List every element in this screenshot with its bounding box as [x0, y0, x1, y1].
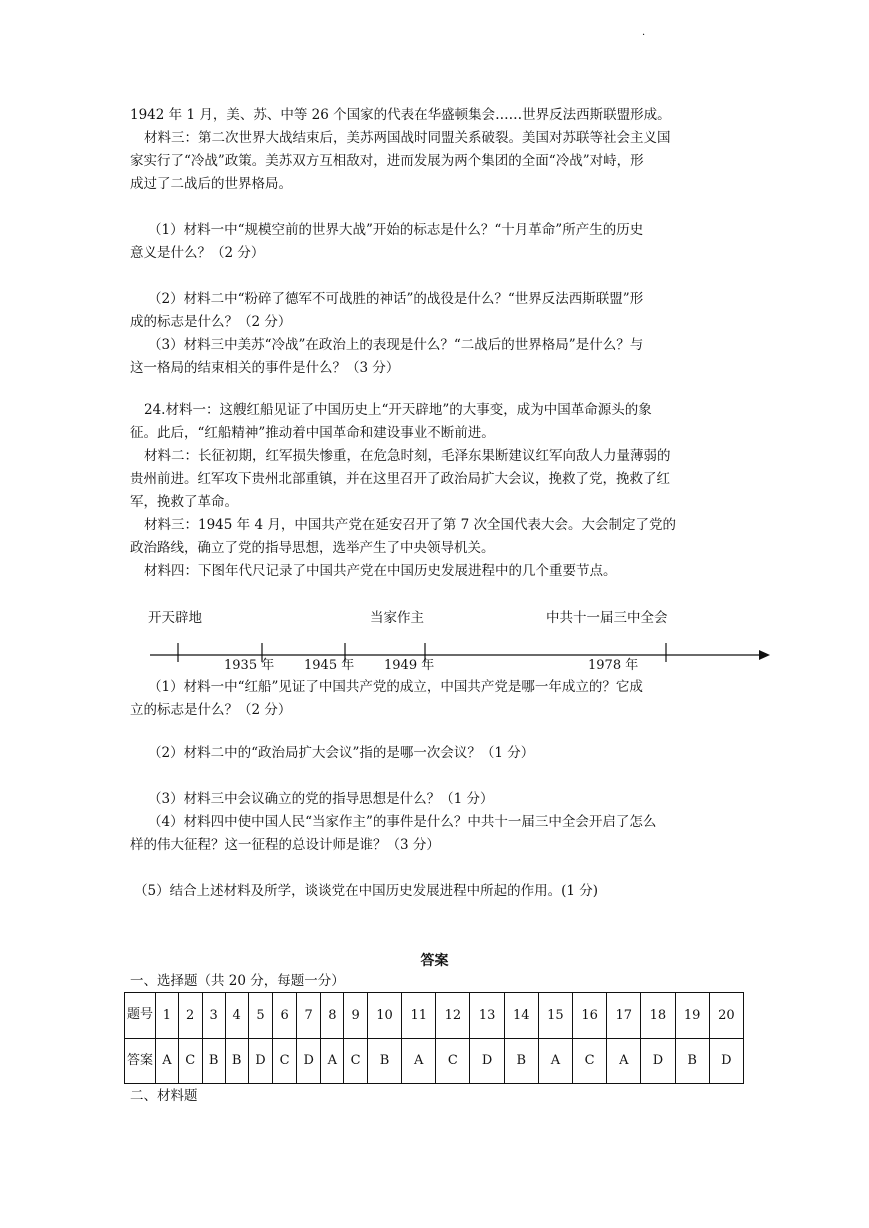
material-line: 军，挽救了革命。 [130, 494, 238, 510]
answer-cell: B [675, 1038, 709, 1084]
question-number: 12 [436, 993, 470, 1039]
question-number: 5 [248, 993, 272, 1039]
answer-cell: C [436, 1038, 470, 1084]
question-number: 9 [344, 993, 368, 1039]
question-number: 1 [156, 993, 179, 1039]
timeline-year: 1945 年 [304, 658, 355, 673]
answer-cell: D [641, 1038, 675, 1084]
question-number: 2 [178, 993, 202, 1039]
answer-cell: A [156, 1038, 179, 1084]
table-row [125, 993, 744, 1039]
table-row [125, 1038, 744, 1084]
question-line: （4）材料四中使中国人民“当家作主”的事件是什么？中共十一届三中全会开启了怎么 [148, 814, 657, 830]
answer-cell: B [225, 1038, 248, 1084]
answer-cell: C [344, 1038, 368, 1084]
question-number: 4 [225, 993, 248, 1039]
question-number: 7 [296, 993, 320, 1039]
text-line: 材料三：第二次世界大战结束后，美苏两国战时同盟关系破裂。美国对苏联等社会主义国 [144, 130, 671, 146]
answer-cell: A [402, 1038, 436, 1084]
section-heading: 一、选择题（共 20 分，每题一分） [130, 973, 345, 989]
question-number: 13 [470, 993, 504, 1039]
material-line: 材料三：1945 年 4 月，中国共产党在延安召开了第 7 次全国代表大会。大会制定了党的 [144, 517, 676, 533]
answer-cell: C [273, 1038, 297, 1084]
text-line: 成过了二战后的世界格局。 [130, 176, 292, 192]
text-line: 家实行了“冷战”政策。美苏双方互相敌对，进而发展为两个集团的全面“冷战”对峙，形 [130, 153, 644, 169]
question-line: （3）材料三中美苏“冷战”在政治上的表现是什么？“二战后的世界格局”是什么？与 [148, 337, 644, 353]
answer-title: 答案 [420, 953, 449, 969]
timeline-label: 开天辟地 [148, 610, 202, 626]
timeline-year: 1978 年 [588, 658, 639, 673]
timeline-label: 中共十一届三中全会 [546, 610, 668, 626]
question-number: 19 [675, 993, 709, 1039]
answer-cell: D [296, 1038, 320, 1084]
corner-dot: · [642, 30, 646, 41]
question-number: 16 [573, 993, 607, 1039]
question-line: 样的伟大征程？这一征程的总设计师是谁？（3 分） [130, 837, 440, 853]
material-line: 征。此后，“红船精神”推动着中国革命和建设事业不断前进。 [130, 425, 495, 441]
timeline-year: 1949 年 [384, 658, 435, 673]
row-header: 答案 [125, 1038, 156, 1084]
answer-cell: A [321, 1038, 344, 1084]
question-line: （3）材料三中会议确立的党的指导思想是什么？（1 分） [148, 791, 494, 807]
material-line: 材料二：长征初期，红军损失惨重，在危急时刻，毛泽东果断建议红军向敌人力量薄弱的 [144, 448, 671, 464]
question-line: （2）材料二中的“政治局扩大会议”指的是哪一次会议？（1 分） [148, 745, 535, 761]
question-line: （1）材料一中“规模空前的世界大战”开始的标志是什么？“十月革命”所产生的历史 [148, 222, 644, 238]
question-line: （2）材料二中“粉碎了德军不可战胜的神话”的战役是什么？“世界反法西斯联盟”形 [148, 291, 644, 307]
question-line: 成的标志是什么？（2 分） [130, 314, 292, 330]
answer-table [124, 992, 744, 1084]
section-heading: 二、材料题 [130, 1088, 198, 1104]
question-number: 14 [504, 993, 538, 1039]
answer-cell: C [573, 1038, 607, 1084]
answer-cell: B [367, 1038, 401, 1084]
question-number: 17 [607, 993, 641, 1039]
answer-cell: A [607, 1038, 641, 1084]
timeline-label: 当家作主 [370, 610, 424, 626]
material-line: 24.材料一：这艘红船见证了中国历史上“开天辟地”的大事变，成为中国革命源头的象 [144, 402, 652, 418]
question-number: 20 [709, 993, 743, 1039]
answer-cell: B [202, 1038, 225, 1084]
material-line: 材料四：下图年代尺记录了中国共产党在中国历史发展进程中的几个重要节点。 [144, 563, 617, 579]
question-line: 这一格局的结束相关的事件是什么？（3 分） [130, 360, 400, 376]
answer-cell: D [470, 1038, 504, 1084]
question-number: 10 [367, 993, 401, 1039]
answer-cell: C [178, 1038, 202, 1084]
question-number: 8 [321, 993, 344, 1039]
answer-cell: D [709, 1038, 743, 1084]
question-line: 意义是什么？（2 分） [130, 245, 265, 261]
question-number: 11 [402, 993, 436, 1039]
text-line: 1942 年 1 月，美、苏、中等 26 个国家的代表在华盛顿集会……世界反法西斯联盟形成。 [130, 107, 671, 123]
question-line: 立的标志是什么？（2 分） [130, 702, 292, 718]
question-line: （5）结合上述材料及所学，谈谈党在中国历史发展进程中所起的作用。(1 分) [134, 883, 599, 899]
question-line: （1）材料一中“红船”见证了中国共产党的成立，中国共产党是哪一年成立的？它成 [148, 679, 643, 695]
row-header: 题号 [125, 993, 156, 1039]
material-line: 政治路线，确立了党的指导思想，选举产生了中央领导机关。 [130, 540, 495, 556]
question-number: 15 [538, 993, 572, 1039]
timeline-year: 1935 年 [224, 658, 275, 673]
question-number: 6 [273, 993, 297, 1039]
answer-cell: A [538, 1038, 572, 1084]
material-line: 贵州前进。红军攻下贵州北部重镇，并在这里召开了政治局扩大会议，挽救了党，挽救了红 [130, 471, 670, 487]
answer-cell: B [504, 1038, 538, 1084]
question-number: 18 [641, 993, 675, 1039]
question-number: 3 [202, 993, 225, 1039]
answer-cell: D [248, 1038, 272, 1084]
